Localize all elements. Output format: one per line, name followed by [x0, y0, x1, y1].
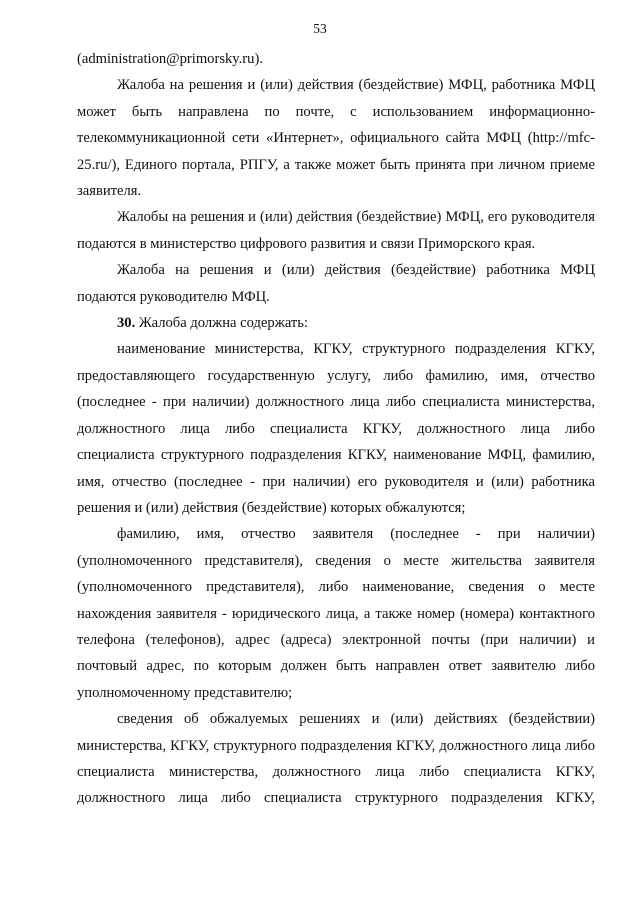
paragraph-appealed-decisions: сведения об обжалуемых решениях и (или) действиях (бездействии) министерства, КГКУ, структурного подразделения КГКУ, должностного лица либо специалиста министерства, должностного лица либо специалиста КГКУ, должностного лица либо специалиста структурного подразделения КГКУ,: [77, 711, 595, 807]
paragraph-complaint-channels: Жалоба на решения и (или) действия (бездействие) МФЦ, работника МФЦ может быть направлена по почте, с использованием информационно-телекоммуникационной сети «Интернет», официального сайта МФЦ (http://mfc-25.ru/), Единого портала, РПГУ, а также может быть принята при личном приеме заявителя.: [77, 77, 595, 200]
section-30-heading: [77, 310, 595, 336]
email-continuation: (administration@primorsky.ru).: [77, 51, 263, 67]
page-number: 53: [313, 21, 327, 36]
document-body: [77, 46, 595, 812]
paragraph-complaint-ministry: Жалобы на решения и (или) действия (бездействие) МФЦ, его руководителя подаются в министерство цифрового развития и связи Приморского края.: [77, 209, 595, 252]
paragraph-authority-name: наименование министерства, КГКУ, структурного подразделения КГКУ, предоставляющего государственную услугу, либо фамилию, имя, отчество (последнее - при наличии) должностного лица либо специалиста министерства, должностного лица либо специалиста КГКУ, должностного лица либо специалиста структурного подразделения КГКУ, наименование МФЦ, фамилию, имя, отчество (последнее - при наличии) его руководителя и (или) работника решения и (или) действия (бездействие) которых обжалуются;: [77, 341, 595, 516]
section-number: 30.: [117, 315, 136, 332]
paragraph-complaint-manager: Жалоба на решения и (или) действия (бездействие) работника МФЦ подаются руководителю МФЦ.: [77, 262, 595, 305]
paragraph-applicant-info: фамилию, имя, отчество заявителя (последнее - при наличии) (уполномоченного представителя), сведения о месте жительства заявителя (уполномоченного представителя), либо наименование, сведения о месте нахождения заявителя - юридического лица, а также номер (номера) контактного телефона (телефонов), адрес (адреса) электронной почты (при наличии) и почтовый адрес, по которым должен быть направлен ответ заявителю либо уполномоченному представителю;: [77, 526, 595, 701]
section-30-text: Жалоба должна содержать:: [135, 315, 309, 332]
